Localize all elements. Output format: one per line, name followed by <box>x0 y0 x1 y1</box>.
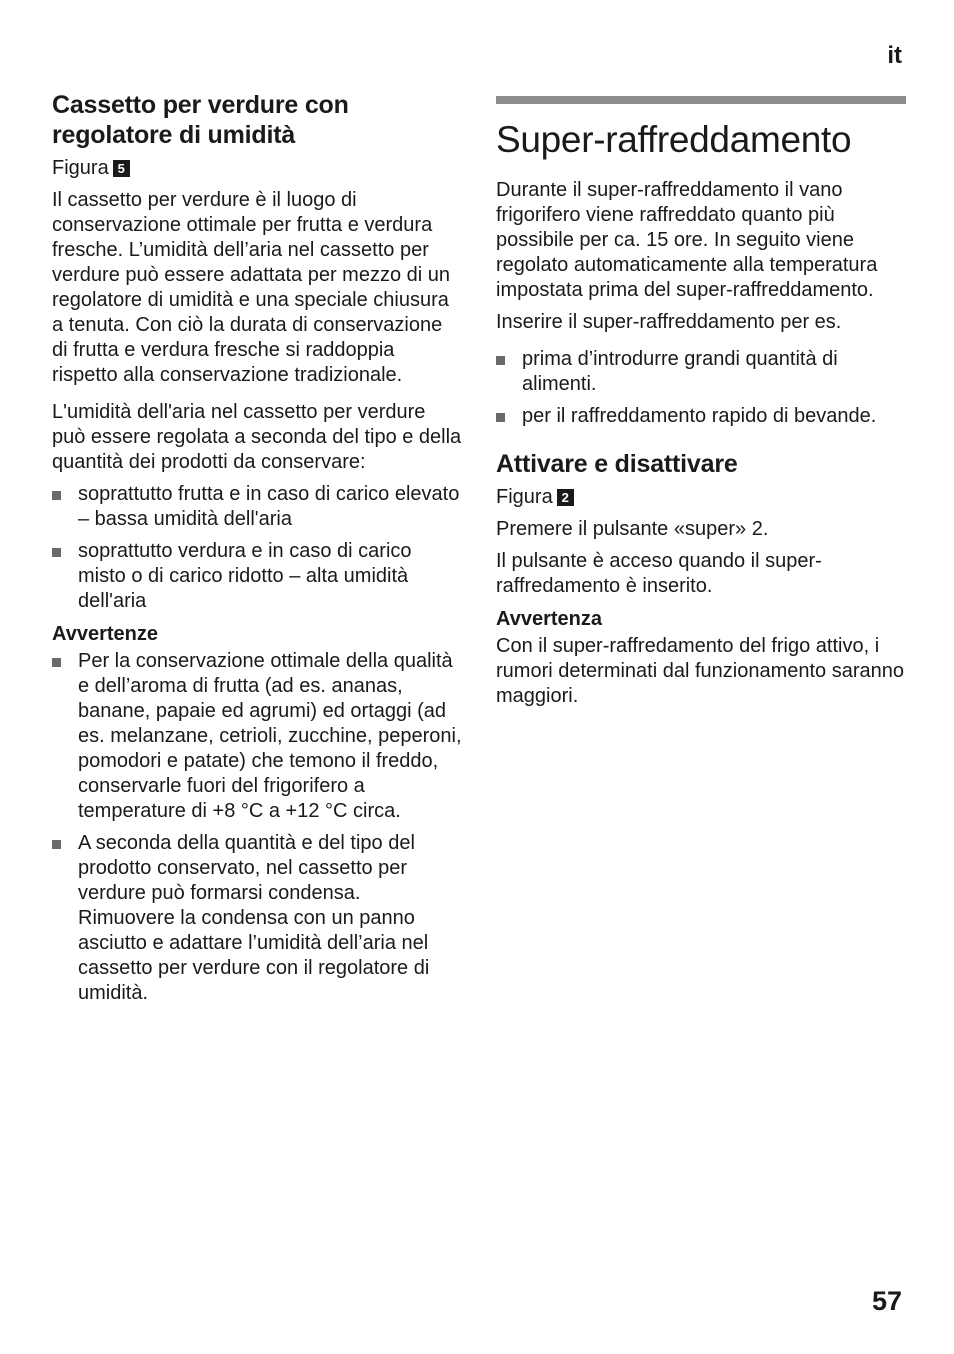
note-title: Avvertenza <box>496 608 602 630</box>
bullet-square-icon <box>52 491 61 500</box>
notes-list <box>52 649 462 1006</box>
bullet-list <box>52 482 462 614</box>
bullet-list <box>496 347 906 429</box>
list-item: per il raffreddamento rapido di bevande. <box>496 404 906 429</box>
left-column <box>52 90 462 1013</box>
bullet-square-icon <box>496 413 505 422</box>
page-number: 57 <box>871 1286 902 1316</box>
page-title: Super-raffreddamento <box>496 119 852 160</box>
paragraph: Inserire il super-raffreddamento per es. <box>496 311 842 333</box>
bullet-square-icon <box>496 356 505 365</box>
figure-label: Figura <box>52 157 109 179</box>
paragraph: Il cassetto per verdure è il luogo di conservazione ottimale per frutta e verdura fresche. L’umidità dell’aria nel cassetto per verdure può essere adattata per mezzo di un regolatore di umidità e una speciale chiusura a tenuta. Con ciò la durata di conservazione di frutta e verdura fresche si raddoppia rispetto alla conservazione tradizionale. <box>52 189 451 386</box>
figure-label: Figura <box>496 486 553 508</box>
section-divider <box>496 96 906 104</box>
paragraph: Il pulsante è acceso quando il super-raffredamento è inserito. <box>496 550 822 597</box>
language-tag: it <box>887 42 902 69</box>
section-title-activate: Attivare e disattivare <box>496 450 738 478</box>
list-item: A seconda della quantità e del tipo del prodotto conservato, nel cassetto per verdure può formarsi condensa. Rimuovere la condensa con un panno asciutto e adattare l’umidità dell’aria nel cassetto per verdure con il regolatore di umidità. <box>52 831 462 1006</box>
list-item: prima d’introdurre grandi quantità di alimenti. <box>496 347 906 397</box>
paragraph: L'umidità dell'aria nel cassetto per verdure può essere regolata a seconda del tipo e della quantità dei prodotti da conservare: <box>52 401 462 473</box>
figure-ref <box>496 485 906 510</box>
bullet-square-icon <box>52 840 61 849</box>
figure-ref <box>52 156 462 181</box>
section-title-vegetable-drawer: Cassetto per verdure con regolatore di umidità <box>52 91 349 149</box>
paragraph: Con il super-raffredamento del frigo attivo, i rumori determinati dal funzionamento saranno maggiori. <box>496 635 904 707</box>
notes-title: Avvertenze <box>52 623 158 645</box>
bullet-square-icon <box>52 658 61 667</box>
right-column <box>496 90 906 716</box>
paragraph: Durante il super-raffreddamento il vano frigorifero viene raffreddato quanto più possibile per ca. 15 ore. In seguito viene regolato automaticamente alla temperatura impostata prima del super-raffreddamento. <box>496 179 878 301</box>
figure-number: 2 <box>557 489 574 506</box>
bullet-square-icon <box>52 548 61 557</box>
list-item: Per la conservazione ottimale della qualità e dell’aroma di frutta (ad es. ananas, banane, papaie ed agrumi) ed ortaggi (ad es. melanzane, cetrioli, zucchine, peperoni, pomodori e patate) che temono il freddo, conservarle fuori del frigorifero a temperature di +8 °C a +12 °C circa. <box>52 649 462 824</box>
list-item: soprattutto verdura e in caso di carico misto o di carico ridotto – alta umidità dell'aria <box>52 539 462 614</box>
paragraph: Premere il pulsante «super» 2. <box>496 518 769 540</box>
figure-number: 5 <box>113 160 130 177</box>
list-item: soprattutto frutta e in caso di carico elevato – bassa umidità dell'aria <box>52 482 462 532</box>
